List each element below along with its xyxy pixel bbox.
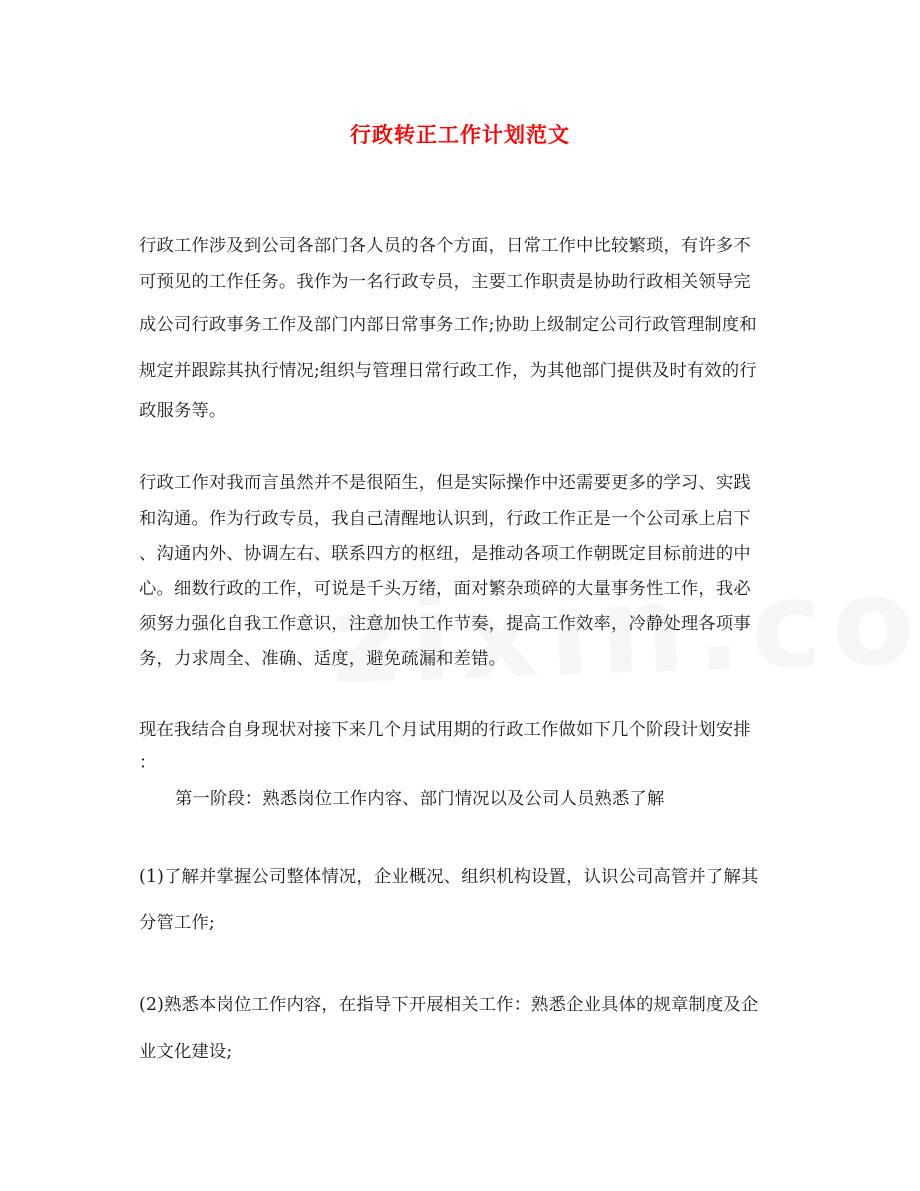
paragraph-line: 须努力强化自我工作意识，注意加快工作节奏，提高工作效率，冷静处理各项事 [139,614,751,634]
paragraph-line: 政服务等。 [139,401,227,421]
paragraph-line: 成公司行政事务工作及部门内部日常事务工作;协助上级制定公司行政管理制度和 [139,315,757,335]
paragraph-line: 心。细数行政的工作，可说是千头万绪，面对繁杂琐碎的大量事务性工作，我必 [139,579,751,599]
paragraph-line: 业文化建设; [139,1042,233,1062]
paragraph-line: 务，力求周全、准确、适度，避免疏漏和差错。 [139,649,507,669]
paragraph-line: 可预见的工作任务。我作为一名行政专员，主要工作职责是协助行政相关领导完 [139,272,751,292]
paragraph-line: 行政工作涉及到公司各部门各人员的各个方面，日常工作中比较繁琐，有许多不 [139,236,751,256]
paragraph-line: (1)了解并掌握公司整体情况，企业概况、组织机构设置，认识公司高管并了解其 [139,867,759,887]
paragraph-line: 分管工作; [139,913,215,933]
paragraph-line: (2)熟悉本岗位工作内容，在指导下开展相关工作：熟悉企业具体的规章制度及企 [139,995,759,1015]
paragraph-line: ： [139,753,157,773]
paragraph-line: 规定并跟踪其执行情况;组织与管理日常行政工作，为其他部门提供及时有效的行 [139,361,757,381]
page-title: 行政转正工作计划范文 [350,123,570,147]
paragraph-line: 、沟通内外、协调左右、联系四方的枢纽，是推动各项工作朝既定目标前进的中 [139,544,751,564]
paragraph-line: 现在我结合自身现状对接下来几个月试用期的行政工作做如下几个阶段计划安排 [139,720,751,740]
paragraph-line: 行政工作对我而言虽然并不是很陌生，但是实际操作中还需要更多的学习、实践 [139,473,751,493]
paragraph-line: 和沟通。作为行政专员，我自己清醒地认识到，行政工作正是一个公司承上启下 [139,509,751,529]
section-heading: 第一阶段：熟悉岗位工作内容、部门情况以及公司人员熟悉了解 [175,789,665,809]
